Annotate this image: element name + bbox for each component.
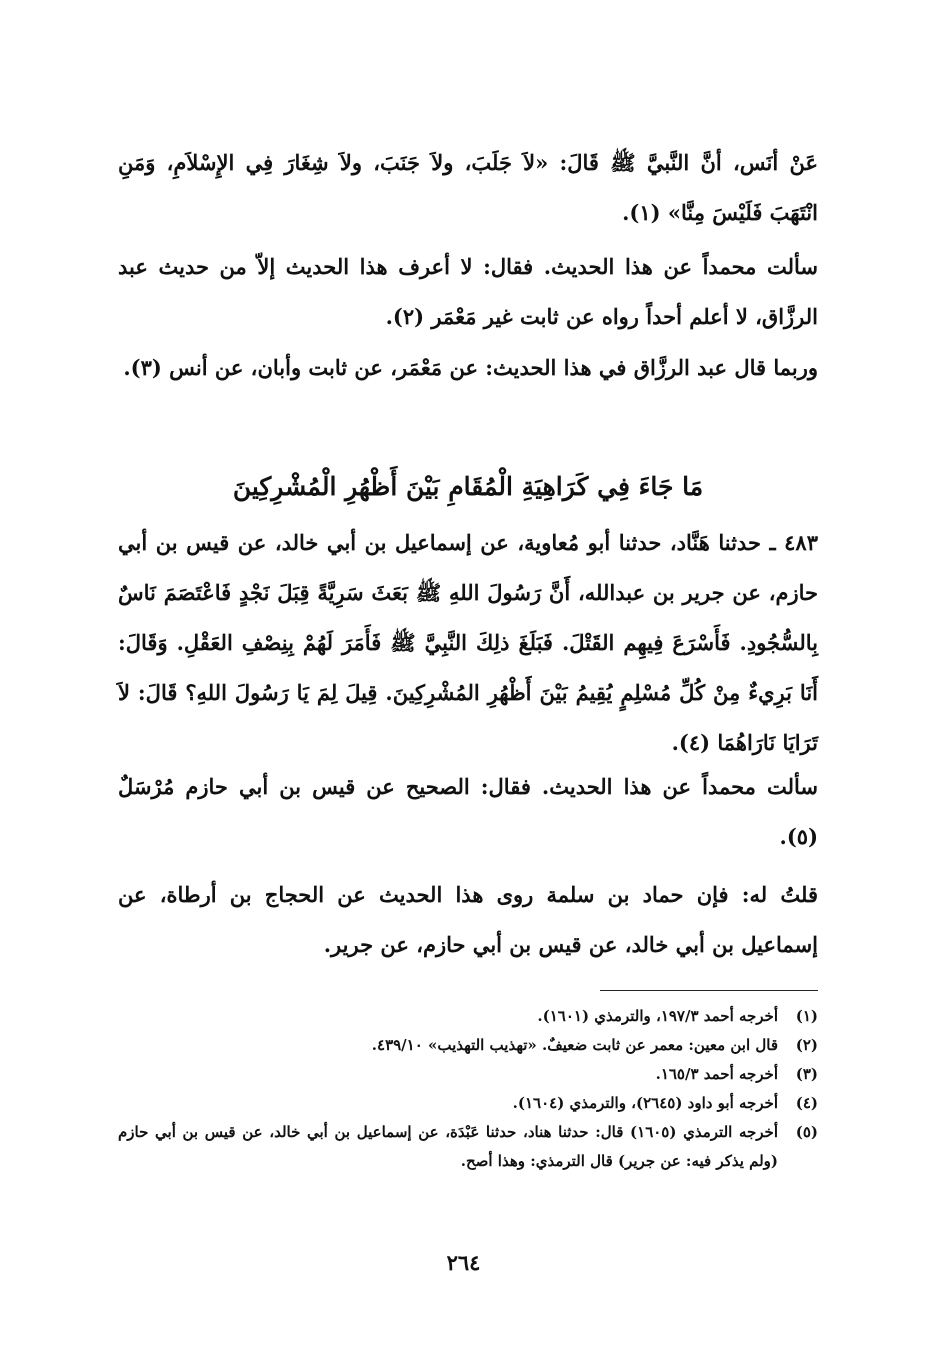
footnote-number: (٣) [795,1065,818,1083]
footnote-number: (٢) [795,1036,818,1054]
footnotes [118,1002,818,1176]
footnote [118,1002,818,1031]
footnote-number: (٥) [795,1123,818,1141]
footnote-text: أخرجه أبو داود (٢٦٤٥)، والترمذي (١٦٠٤). [512,1094,778,1112]
footnote-text: قال ابن معين: معمر عن ثابت ضعيفٌ. «تهذيب التهذيب» ٤٣٩/١٠. [371,1036,778,1054]
footnote-text: أخرجه أحمد ١٩٧/٣، والترمذي (١٦٠١). [537,1007,778,1025]
footnote [118,1089,818,1118]
commentary-paragraph: سألت محمداً عن هذا الحديث. فقال: لا أعرف هذا الحديث إلاّ من حديث عبد الرزَّاق، لا أعلم أحداً رواه عن ثابت غير مَعْمَر (٢). [118,254,818,329]
footnote-divider [600,990,818,991]
page-number: ٢٦٤ [446,1250,481,1275]
chapter-heading: مَا جَاءَ فِي كَرَاهِيَةِ الْمُقَامِ بَيْنَ أَظْهُرِ الْمُشْرِكِينَ [232,472,704,501]
commentary-paragraph: سألت محمداً عن هذا الحديث. فقال: الصحيح عن قيس بن أبي حازم مُرْسَلٌ (٥). [118,774,818,849]
footnote [118,1060,818,1089]
commentary-paragraph: وربما قال عبد الرزَّاق في هذا الحديث: عن مَعْمَر، عن ثابت وأبان، عن أنس (٣). [123,355,818,380]
footnote [118,1031,818,1060]
commentary-paragraph: قلتُ له: فإن حماد بن سلمة روى هذا الحديث عن الحجاج بن أرطاة، عن إسماعيل بن أبي خالد، عن قيس بن أبي حازم، عن جرير. [118,882,818,957]
footnote-number: (٤) [795,1094,818,1112]
footnote-number: (١) [795,1007,818,1025]
footnote [118,1118,818,1176]
hadith-text-anas: عَنْ أنَس، أنَّ النَّبيَّ ﷺ قَالَ: «لاَ جَلَبَ، ولاَ جَنَبَ، ولاَ شِغَارَ فِي الإِسْلاَمِ، وَمَنِ انْتَهَبَ فَلَيْسَ مِنَّا» (١). [118,150,818,225]
footnote-text: أخرجه أحمد ١٦٥/٣. [655,1065,778,1083]
hadith-483: ٤٨٣ ـ حدثنا هَنَّاد، حدثنا أبو مُعاوية، عن إسماعيل بن أبي خالد، عن قيس بن أبي حازم، عن جرير بن عبدالله، أَنَّ رَسُولَ اللهِ ﷺ بَعَثَ سَرِيَّةً قِبَلَ نَجْدٍ فَاعْتَصَمَ نَاسٌ بِالسُّجُودِ. فَأَسْرَعَ فِيهِم القَتْلَ. فَبَلَغَ ذلِكَ النَّبِيَّ ﷺ فَأَمَرَ لَهُمْ بِنِصْفِ العَقْلِ. وَقَالَ: أَنَا بَرِيءٌ مِنْ كُلِّ مُسْلِمٍ يُقِيمُ بَيْنَ أَظْهُرِ المُشْرِكِينَ. قِيلَ لِمَ يَا رَسُولَ اللهِ؟ قَالَ: لاَ تَرَايَا نَارَاهُمَا (٤). [118,530,818,755]
footnote-text: أخرجه الترمذي (١٦٠٥) قال: حدثنا هناد، حدثنا عَبْدَة، عن إسماعيل بن أبي خالد، عن قيس بن أبي حازم (ولم يذكر فيه: عن جرير) قال الترمذي: وهذا أصح. [118,1123,778,1170]
